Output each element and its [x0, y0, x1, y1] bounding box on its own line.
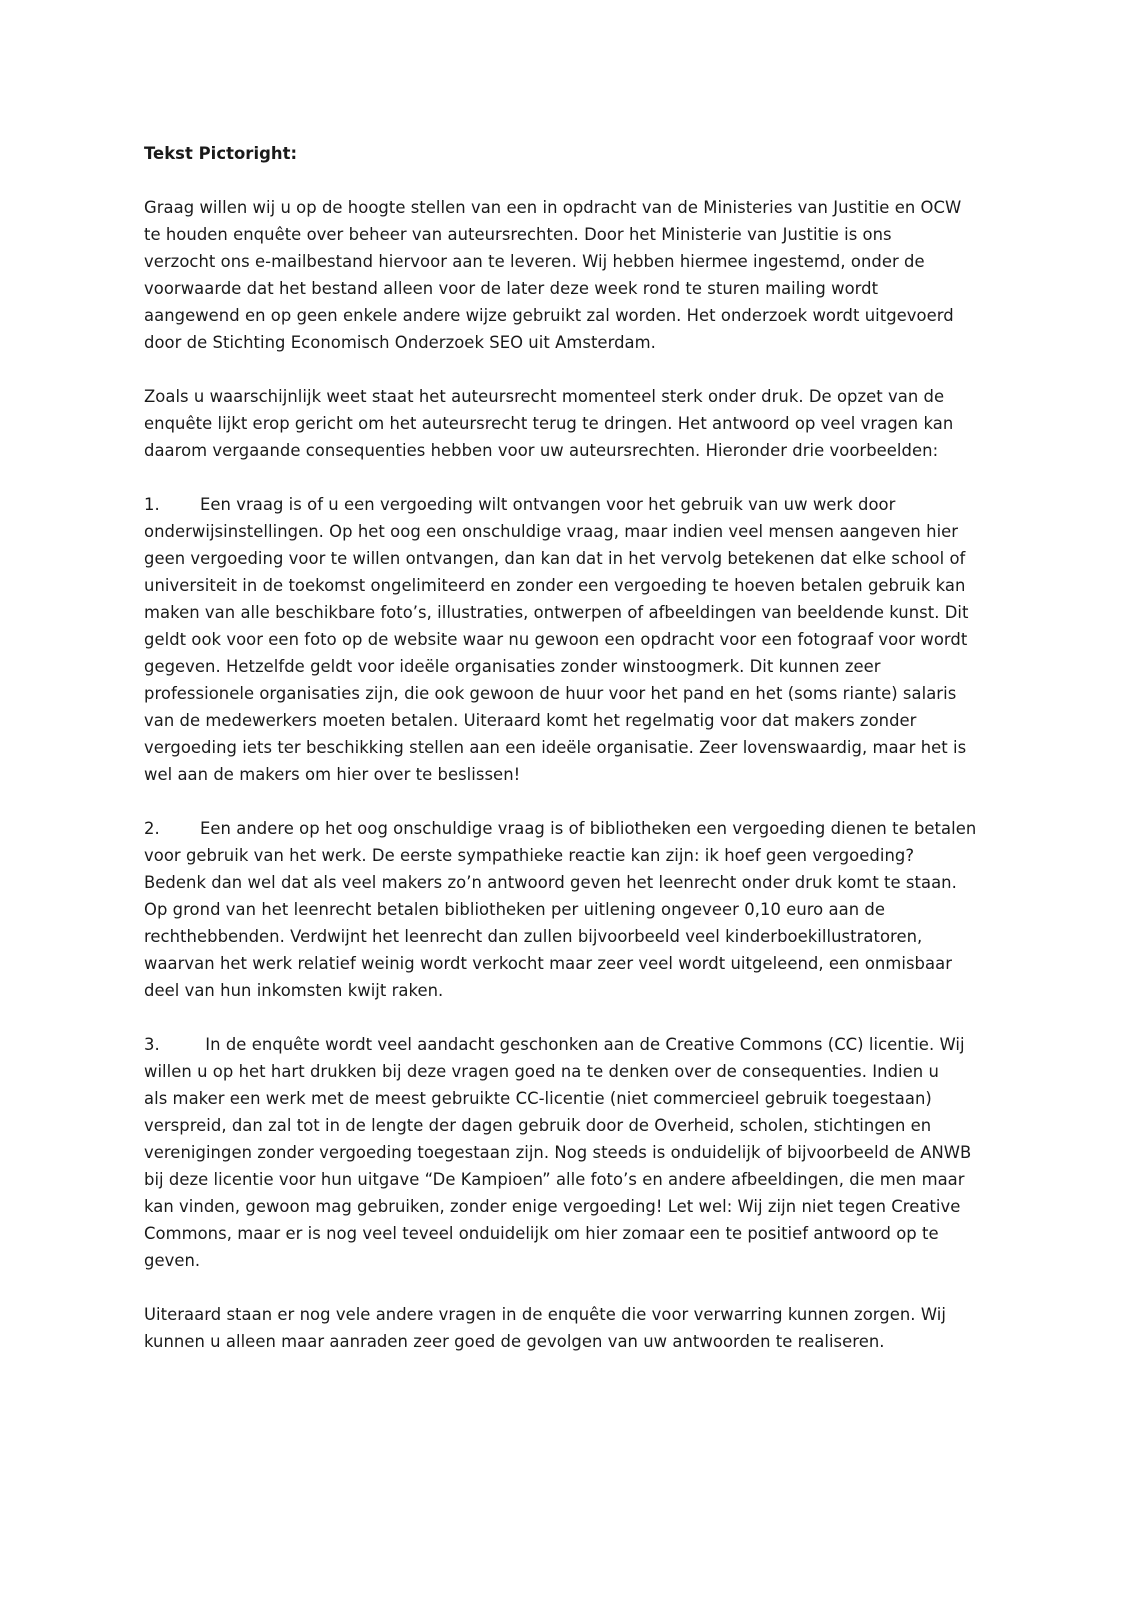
text-line: van de medewerkers moeten betalen. Uiteraard komt het regelmatig voor dat makers zonder: [144, 711, 917, 730]
text-line: Zoals u waarschijnlijk weet staat het auteursrecht momenteel sterk onder druk. De opzet van de: [144, 387, 945, 406]
text-line: verzocht ons e-mailbestand hiervoor aan te leveren. Wij hebben hiermee ingestemd, onder de: [144, 252, 925, 271]
text-line: waarvan het werk relatief weinig wordt verkocht maar zeer veel wordt uitgeleend, een onmisbaar: [144, 954, 952, 973]
list-item-number: 2.: [144, 819, 160, 838]
list-item-first-line: [144, 815, 994, 842]
text-line: vergoeding iets ter beschikking stellen aan een ideële organisatie. Zeer lovenswaardig, maar het is: [144, 738, 967, 757]
list-item-number: 3.: [144, 1035, 160, 1054]
text-line: wel aan de makers om hier over te beslissen!: [144, 765, 521, 784]
text-line: geven.: [144, 1251, 201, 1270]
document-body: [144, 140, 994, 1382]
text-line: verenigingen zonder vergoeding toegestaan zijn. Nog steeds is onduidelijk of bijvoorbeeld de ANWB: [144, 1143, 972, 1162]
text-line: voorwaarde dat het bestand alleen voor de later deze week rond te sturen mailing wordt: [144, 279, 879, 298]
text-line: willen u op het hart drukken bij deze vragen goed na te denken over de consequenties. Indien u: [144, 1062, 939, 1081]
list-item-number: 1.: [144, 495, 160, 514]
intro-paragraph: [144, 194, 994, 356]
list-item-first-line: [144, 1031, 994, 1058]
document-title: Tekst Pictoright:: [144, 144, 298, 163]
text-line: enquête lijkt erop gericht om het auteursrecht terug te dringen. Het antwoord op veel vragen kan: [144, 414, 954, 433]
text-line: voor gebruik van het werk. De eerste sympathieke reactie kan zijn: ik hoef geen vergoeding?: [144, 846, 915, 865]
list-item-3: [144, 1031, 994, 1274]
list-item-1: [144, 491, 994, 788]
text-line: universiteit in de toekomst ongelimiteerd en zonder een vergoeding te hoeven betalen gebruik kan: [144, 576, 966, 595]
text-line: geldt ook voor een foto op de website waar nu gewoon een opdracht voor een fotograaf voor wordt: [144, 630, 968, 649]
text-line: te houden enquête over beheer van auteursrechten. Door het Ministerie van Justitie is ons: [144, 225, 892, 244]
text-line: rechthebbenden. Verdwijnt het leenrecht dan zullen bijvoorbeeld veel kinderboekillustratoren,: [144, 927, 923, 946]
list-item-first-line: [144, 491, 994, 518]
text-line: gegeven. Hetzelfde geldt voor ideële organisaties zonder winstoogmerk. Dit kunnen zeer: [144, 657, 881, 676]
list-item-text: In de enquête wordt veel aandacht geschonken aan de Creative Commons (CC) licentie. Wij: [200, 1035, 965, 1054]
list-item-text: Een andere op het oog onschuldige vraag is of bibliotheken een vergoeding dienen te betalen: [200, 819, 977, 838]
text-line: kunnen u alleen maar aanraden zeer goed de gevolgen van uw antwoorden te realiseren.: [144, 1332, 885, 1351]
text-line: Op grond van het leenrecht betalen bibliotheken per uitlening ongeveer 0,10 euro aan de: [144, 900, 885, 919]
text-line: bij deze licentie voor hun uitgave “De Kampioen” alle foto’s en andere afbeeldingen, die men maar: [144, 1170, 965, 1189]
text-line: aangewend en op geen enkele andere wijze gebruikt zal worden. Het onderzoek wordt uitgevoerd: [144, 306, 954, 325]
text-line: Bedenk dan wel dat als veel makers zo’n antwoord geven het leenrecht onder druk komt te staan.: [144, 873, 957, 892]
text-line: door de Stichting Economisch Onderzoek SEO uit Amsterdam.: [144, 333, 656, 352]
text-line: onderwijsinstellingen. Op het oog een onschuldige vraag, maar indien veel mensen aangeven hier: [144, 522, 959, 541]
list-item-text: Een vraag is of u een vergoeding wilt ontvangen voor het gebruik van uw werk door: [200, 495, 896, 514]
text-line: kan vinden, gewoon mag gebruiken, zonder enige vergoeding! Let wel: Wij zijn niet tegen Creative: [144, 1197, 961, 1216]
text-line: als maker een werk met de meest gebruikte CC-licentie (niet commercieel gebruik toegestaan): [144, 1089, 932, 1108]
text-line: geen vergoeding voor te willen ontvangen, dan kan dat in het vervolg betekenen dat elke school of: [144, 549, 966, 568]
context-paragraph: [144, 383, 994, 464]
text-line: daarom vergaande consequenties hebben voor uw auteursrechten. Hieronder drie voorbeelden:: [144, 441, 939, 460]
text-line: Commons, maar er is nog veel teveel onduidelijk om hier zomaar een te positief antwoord op te: [144, 1224, 939, 1243]
text-line: professionele organisaties zijn, die ook gewoon de huur voor het pand en het (soms riante) salaris: [144, 684, 957, 703]
text-line: maken van alle beschikbare foto’s, illustraties, ontwerpen of afbeeldingen van beeldende kunst. Dit: [144, 603, 969, 622]
closing-paragraph: [144, 1301, 994, 1355]
text-line: Graag willen wij u op de hoogte stellen van een in opdracht van de Ministeries van Justitie en OCW: [144, 198, 962, 217]
list-item-2: [144, 815, 994, 1004]
text-line: Uiteraard staan er nog vele andere vragen in de enquête die voor verwarring kunnen zorgen. Wij: [144, 1305, 946, 1324]
text-line: verspreid, dan zal tot in de lengte der dagen gebruik door de Overheid, scholen, stichtingen en: [144, 1116, 932, 1135]
text-line: deel van hun inkomsten kwijt raken.: [144, 981, 444, 1000]
